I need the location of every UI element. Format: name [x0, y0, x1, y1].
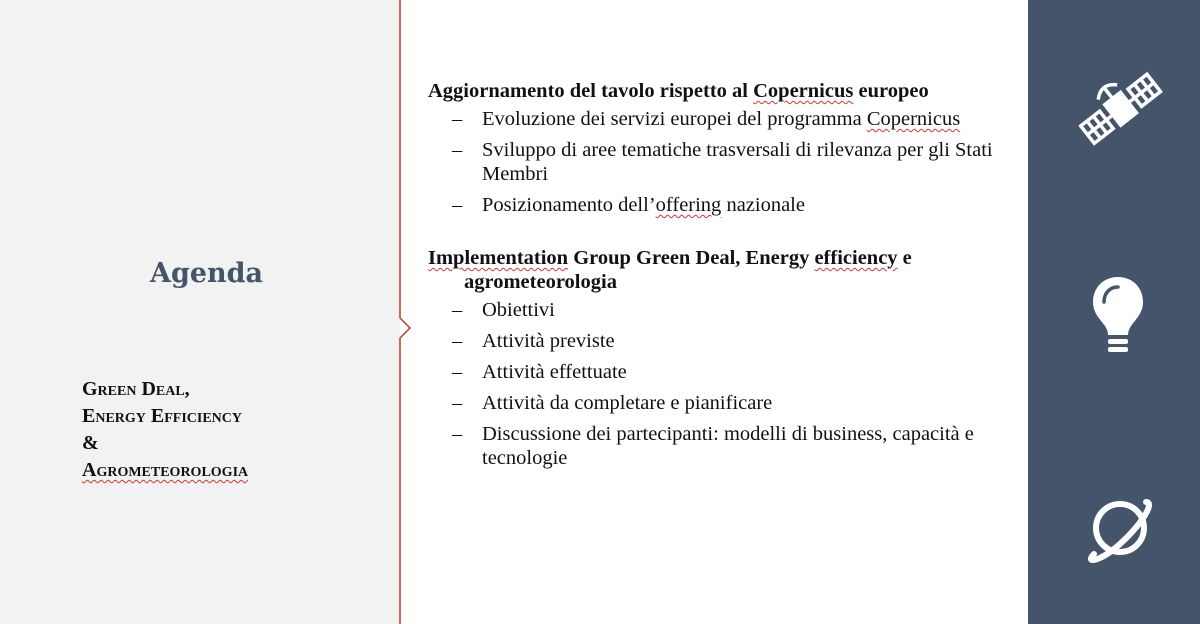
- subtitle-line: &: [82, 432, 99, 454]
- list-item: – Attività da completare e pianificare: [452, 392, 773, 414]
- list-item: – Obiettivi: [452, 299, 555, 321]
- satellite-icon: [1072, 58, 1168, 158]
- agenda-content: [428, 79, 1018, 477]
- list-item: – Attività previste: [452, 330, 615, 352]
- left-panel: [0, 0, 400, 624]
- list-item: – Sviluppo di aree tematiche trasversali di rilevanza per gli Stati Membri: [452, 139, 993, 185]
- list-item: – Discussione dei partecipanti: modelli di business, capacità e tecnologie: [452, 423, 974, 469]
- list-item: – Attività effettuate: [452, 361, 627, 383]
- lightbulb-icon: [1090, 274, 1146, 358]
- section-heading: Implementation Group Green Deal, Energy efficiency e agrometeorologia: [428, 247, 912, 293]
- subtitle-line: Green Deal,: [82, 378, 190, 400]
- section-heading: Aggiornamento del tavolo rispetto al Copernicus europeo: [428, 80, 929, 102]
- list-item: – Posizionamento dell’offering nazionale: [452, 194, 805, 216]
- planet-icon: [1080, 488, 1160, 568]
- agenda-section: [428, 79, 1018, 217]
- agenda-subtitle: [82, 376, 248, 484]
- subtitle-line: Agrometeorologia: [82, 459, 249, 481]
- icon-panel: [1028, 0, 1200, 624]
- list-item: – Evoluzione dei servizi europei del programma Copernicus: [452, 108, 961, 130]
- agenda-section: [428, 246, 1018, 470]
- subtitle-line: Energy Efficiency: [82, 405, 243, 427]
- page-title: Agenda: [150, 258, 264, 289]
